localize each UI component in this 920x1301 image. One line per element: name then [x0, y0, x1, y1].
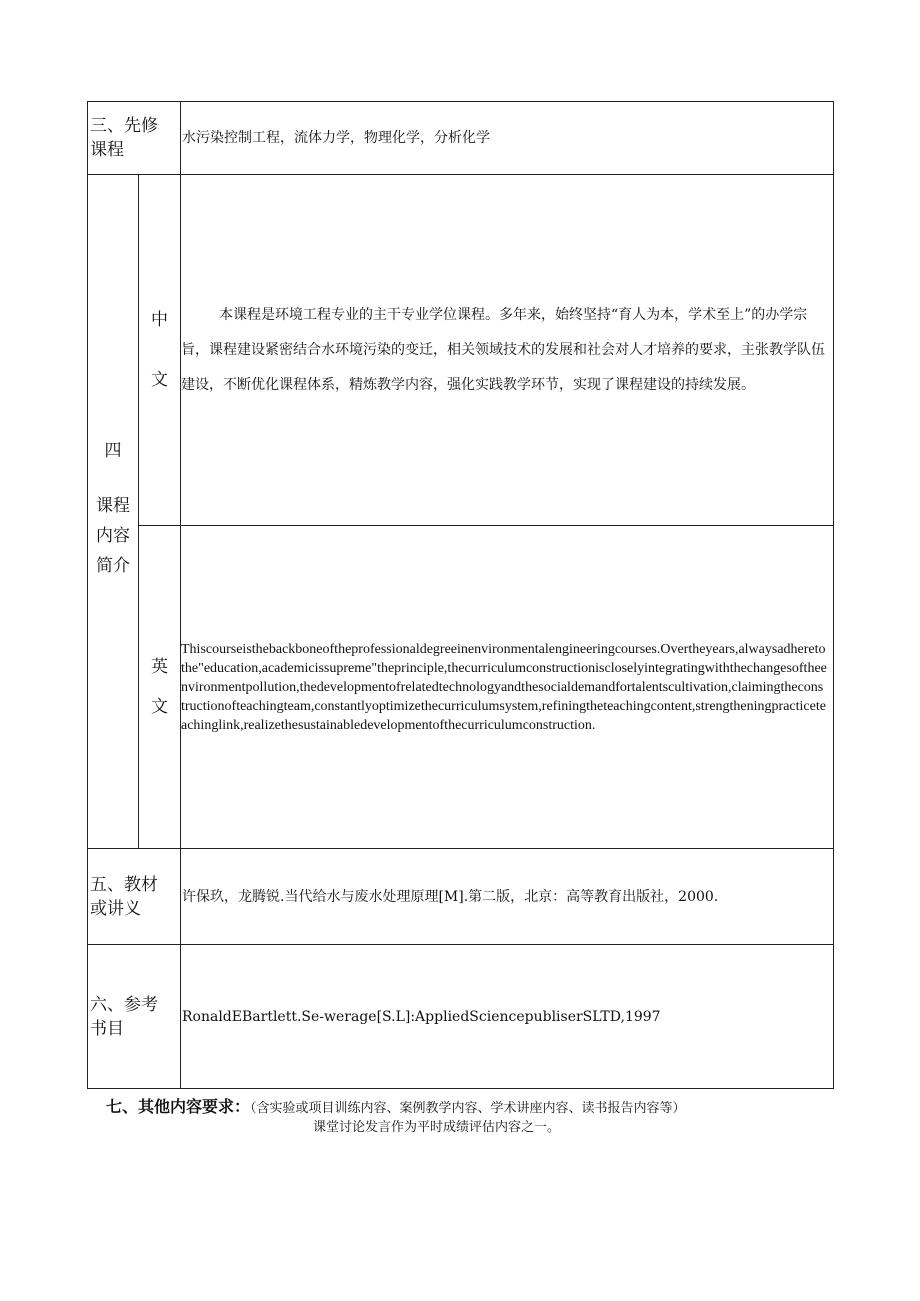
intro-label-line1: 课程 [96, 496, 130, 516]
intro-label-line3: 简介 [96, 556, 130, 576]
other-requirements [106, 1094, 686, 1117]
english-description: Thiscourseisthebackboneoftheprofessionaldegreeinenvironmentalengineeringcourses.Overtheyears,alwaysadheretothe"education,academicissupreme"theprinciple,thecurriculumconstructioniscloselyintegratingwiththechangesoftheenvironmentpollution,thedevelopmentofrelatedtechnologyandthesocialdemandfortalentscultivation,claimingtheconstructionofteachingteam,constantlyoptimizethecurriculumsystem,refiningtheteachingcontent,strengtheningpracticeteachinglink,realizethesustainabledevelopmentofthecurriculumconstruction. [181, 526, 834, 849]
references-label-line1: 六、参考 [90, 994, 158, 1015]
course-info-table [87, 101, 834, 1089]
textbook-label [88, 849, 181, 945]
textbook-label-line2: 或讲义 [90, 898, 141, 919]
prerequisites-label [88, 102, 181, 175]
other-requirements-note: （含实验或项目训练内容、案例教学内容、学术讲座内容、读书报告内容等） [250, 1101, 686, 1116]
english-label [139, 526, 181, 849]
english-label-char2: 文 [151, 697, 168, 717]
intro-label-number: 四 [104, 441, 122, 461]
references-content: RonaldEBartlett.Se-werage[S.L]:AppliedSciencepubliserSLTD,1997 [181, 945, 834, 1089]
textbook-row [88, 849, 834, 945]
references-row [88, 945, 834, 1089]
prerequisites-label-line2: 课程 [90, 140, 124, 160]
intro-label-line2: 内容 [96, 526, 130, 546]
other-requirements-answer: 课堂讨论发言作为平时成绩评估内容之一。 [313, 1120, 561, 1135]
other-requirements-heading: 七、其他内容要求： [106, 1097, 251, 1116]
chinese-description: 本课程是环境工程专业的主干专业学位课程。多年来，始终坚持“育人为本，学术至上”的办学宗旨，课程建设紧密结合水环境污染的变迁，相关领域技术的发展和社会对人才培养的要求，主张教学队伍建设，不断优化课程体系，精炼教学内容，强化实践教学环节，实现了课程建设的持续发展。 [181, 175, 834, 526]
english-label-char1: 英 [151, 657, 168, 677]
prerequisites-label-line1: 三、先修 [90, 116, 158, 136]
textbook-content: 许保玖，龙腾锐.当代给水与废水处理原理[M].第二版，北京：高等教育出版社，2000. [181, 849, 834, 945]
chinese-label [139, 175, 181, 526]
intro-chinese-row [88, 175, 834, 526]
prerequisites-row [88, 102, 834, 175]
chinese-label-char2: 文 [151, 370, 168, 390]
intro-label [88, 175, 139, 849]
references-label-line2: 书目 [90, 1018, 124, 1039]
intro-english-row [88, 526, 834, 849]
chinese-label-char1: 中 [151, 310, 168, 330]
references-label [88, 945, 181, 1089]
textbook-label-line1: 五、教材 [90, 874, 158, 895]
prerequisites-content: 水污染控制工程，流体力学，物理化学，分析化学 [181, 102, 834, 175]
